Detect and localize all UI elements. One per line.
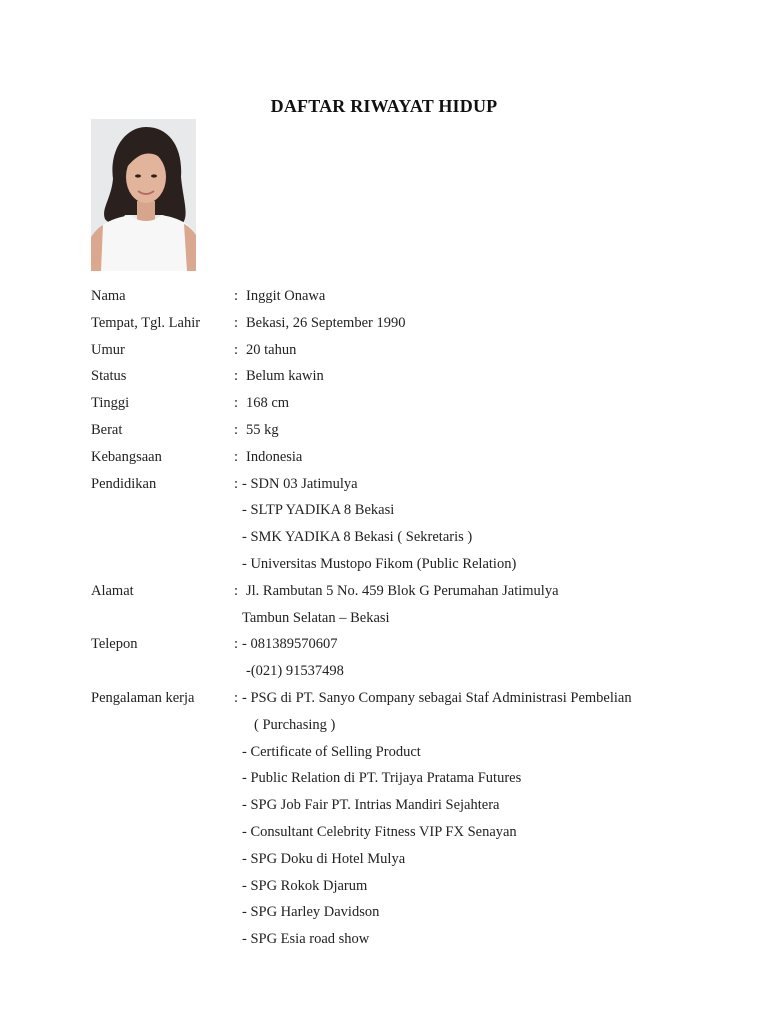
field-label: Alamat xyxy=(91,582,134,599)
field-colon: : xyxy=(234,395,239,412)
profile-photo xyxy=(91,119,196,271)
field-label: Telepon xyxy=(91,636,138,653)
field-row-continuation xyxy=(91,605,731,632)
field-colon: : xyxy=(234,582,239,599)
field-value: 168 cm xyxy=(246,395,290,412)
field-colon: : xyxy=(234,475,239,492)
field-value: Indonesia xyxy=(246,448,303,465)
field-value: - Universitas Mustopo Fikom (Public Relation) xyxy=(242,555,517,572)
field-value: - Public Relation di PT. Trijaya Pratama Futures xyxy=(242,770,522,787)
field-colon: : xyxy=(234,636,239,653)
field-colon: : xyxy=(234,314,239,331)
field-value: - SPG Job Fair PT. Intrias Mandiri Sejahtera xyxy=(242,797,500,814)
field-row-continuation xyxy=(91,765,731,792)
document-title: DAFTAR RIWAYAT HIDUP xyxy=(270,96,498,116)
field-colon: : xyxy=(234,368,239,385)
field-label: Tempat, Tgl. Lahir xyxy=(91,314,201,331)
field-row-continuation xyxy=(91,658,731,685)
field-row-continuation xyxy=(91,846,731,873)
field-row-alamat xyxy=(91,578,731,605)
field-value: Inggit Onawa xyxy=(246,288,326,304)
field-row-berat xyxy=(91,417,731,444)
field-value: - SDN 03 Jatimulya xyxy=(242,475,358,492)
field-value: ( Purchasing ) xyxy=(254,716,336,733)
field-row-telepon xyxy=(91,631,731,658)
field-value: Belum kawin xyxy=(246,368,324,385)
field-label: Umur xyxy=(91,341,125,358)
field-colon: : xyxy=(234,421,239,438)
field-value: - SLTP YADIKA 8 Bekasi xyxy=(242,502,395,519)
field-value: - PSG di PT. Sanyo Company sebagai Staf Administrasi Pembelian xyxy=(242,689,632,706)
field-row-tempat-tgl-lahir xyxy=(91,310,731,337)
field-row-continuation xyxy=(91,524,731,551)
field-value: - SPG Esia road show xyxy=(242,931,370,948)
field-row-continuation xyxy=(91,926,731,953)
field-label: Kebangsaan xyxy=(91,448,162,465)
field-value: -(021) 91537498 xyxy=(246,663,344,680)
field-value: 20 tahun xyxy=(246,341,297,358)
field-value: - Consultant Celebrity Fitness VIP FX Senayan xyxy=(242,823,517,840)
field-row-continuation xyxy=(91,819,731,846)
field-value: - 081389570607 xyxy=(242,636,338,653)
field-value: Bekasi, 26 September 1990 xyxy=(246,314,406,331)
field-row-continuation xyxy=(91,792,731,819)
field-label: Nama xyxy=(91,288,126,304)
field-row-umur xyxy=(91,337,731,364)
field-row-pendidikan xyxy=(91,471,731,498)
field-value: - SPG Harley Davidson xyxy=(242,904,380,921)
field-label: Tinggi xyxy=(91,395,130,412)
field-colon: : xyxy=(234,689,239,706)
field-row-continuation xyxy=(91,739,731,766)
field-row-nama xyxy=(91,283,731,310)
field-label: Pengalaman kerja xyxy=(91,689,195,706)
field-row-continuation xyxy=(91,551,731,578)
field-row-kebangsaan xyxy=(91,444,731,471)
field-value: - SPG Rokok Djarum xyxy=(242,877,368,894)
field-value: - Certificate of Selling Product xyxy=(242,743,421,760)
field-row-continuation xyxy=(91,873,731,900)
field-row-tinggi xyxy=(91,390,731,417)
field-value: 55 kg xyxy=(246,421,279,438)
field-row-continuation xyxy=(91,712,731,739)
field-row-continuation xyxy=(91,899,731,926)
field-row-continuation xyxy=(91,497,731,524)
field-label: Pendidikan xyxy=(91,475,157,492)
field-colon: : xyxy=(234,448,239,465)
field-colon: : xyxy=(234,341,239,358)
resume-fields xyxy=(91,283,731,953)
field-value: - SPG Doku di Hotel Mulya xyxy=(242,850,406,867)
field-label: Berat xyxy=(91,421,123,438)
field-row-status xyxy=(91,363,731,390)
field-value: - SMK YADIKA 8 Bekasi ( Sekretaris ) xyxy=(242,529,473,546)
field-label: Status xyxy=(91,368,127,385)
field-colon: : xyxy=(234,288,239,304)
field-value: Jl. Rambutan 5 No. 459 Blok G Perumahan Jatimulya xyxy=(246,582,559,599)
field-value: Tambun Selatan – Bekasi xyxy=(242,609,390,626)
field-row-pengalaman-kerja xyxy=(91,685,731,712)
